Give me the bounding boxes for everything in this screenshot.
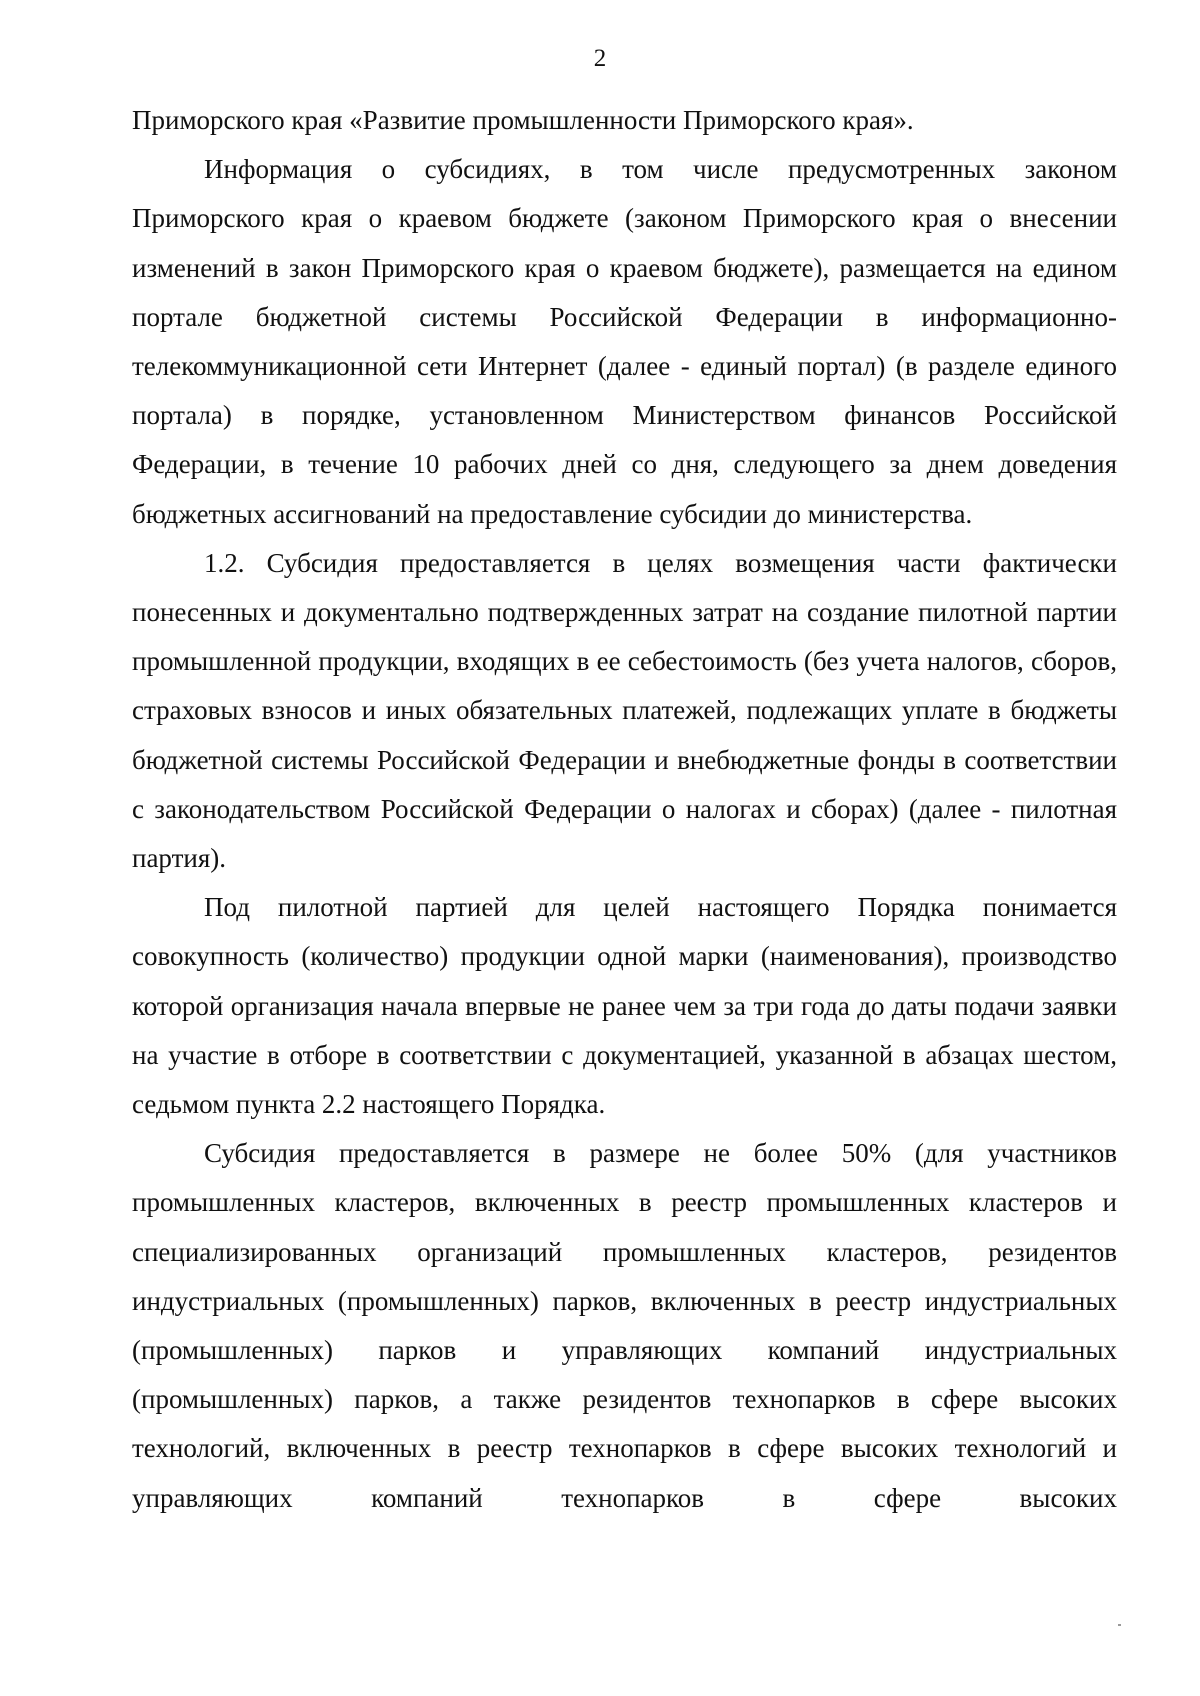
scan-mark [1118, 1624, 1121, 1626]
paragraph-subsidy-information: Информация о субсидиях, в том числе предусмотренных законом Приморского края о краевом бюджете (законом Приморского края о внесении изменений в закон Приморского края о краевом бюджете), размещается на едином портале бюджетной системы Российской Федерации в информационно-телекоммуникационной сети Интернет (далее - единый портал) (в разделе единого портала) в порядке, установленном Министерством финансов Российской Федерации, в течение 10 рабочих дней со дня, следующего за днем доведения бюджетных ассигнований на предоставление субсидии до министерства. [132, 154, 1117, 529]
paragraph-continuation: Приморского края «Развитие промышленности Приморского края». [132, 105, 914, 135]
paragraph-section-1-2: 1.2. Субсидия предоставляется в целях возмещения части фактически понесенных и документально подтвержденных затрат на создание пилотной партии промышленной продукции, входящих в ее себестоимость (без учета налогов, сборов, страховых взносов и иных обязательных платежей, подлежащих уплате в бюджеты бюджетной системы Российской Федерации и внебюджетные фонды в соответствии с законодательством Российской Федерации о налогах и сборах) (далее - пилотная партия). [132, 547, 1117, 874]
document-body [132, 96, 1117, 1523]
paragraph-subsidy-amount: Субсидия предоставляется в размере не более 50% (для участников промышленных кластеров, включенных в реестр промышленных кластеров и специализированных организаций промышленных кластеров, резидентов индустриальных (промышленных) парков, включенных в реестр индустриальных (промышленных) парков и управляющих компаний индустриальных (промышленных) парков, а также резидентов технопарков в сфере высоких технологий, включенных в реестр технопарков в сфере высоких технологий и управляющих компаний технопарков в сфере высоких [132, 1138, 1117, 1513]
page-number: 2 [593, 45, 607, 72]
paragraph-pilot-batch-definition: Под пилотной партией для целей настоящего Порядка понимается совокупность (количество) продукции одной марки (наименования), производство которой организация начала впервые не ранее чем за три года до даты подачи заявки на участие в отборе в соответствии с документацией, указанной в абзацах шестом, седьмом пункта 2.2 настоящего Порядка. [132, 892, 1117, 1120]
